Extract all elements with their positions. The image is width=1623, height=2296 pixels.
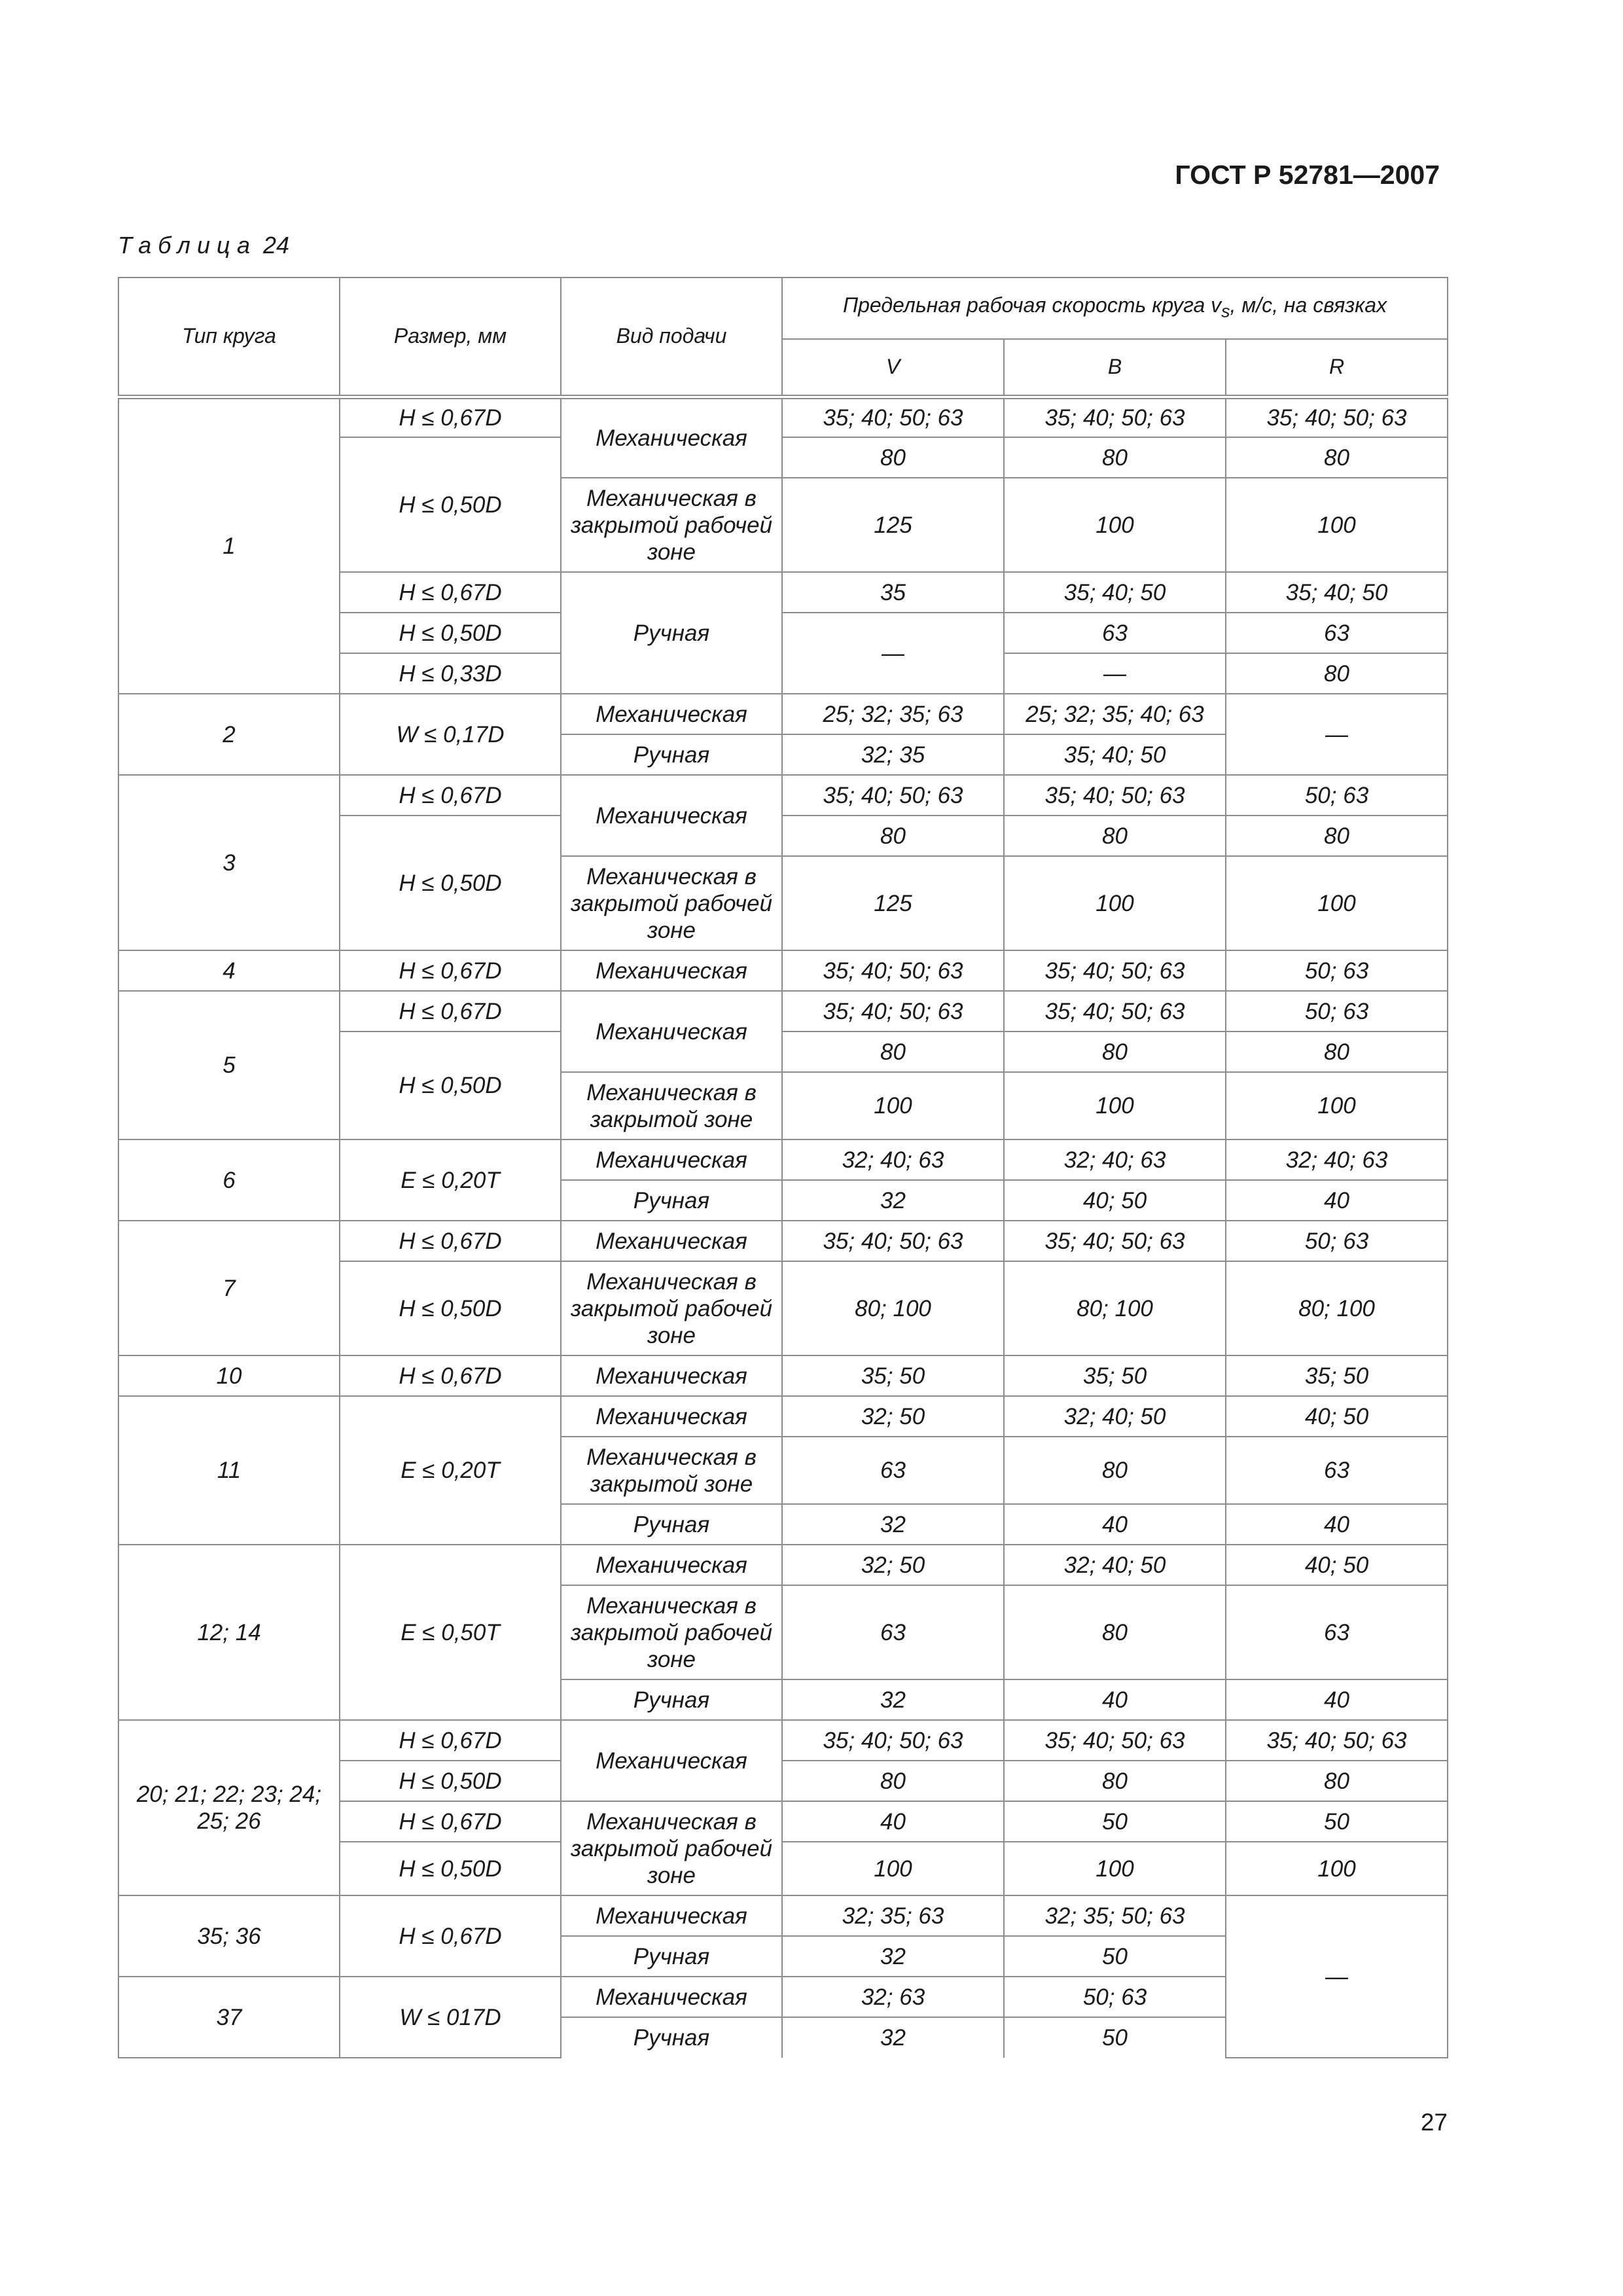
cell-speed-v: 35; 40; 50; 63 — [782, 991, 1004, 1031]
cell-speed-v: 80; 100 — [782, 1261, 1004, 1355]
cell-wheel-type: 4 — [118, 950, 340, 991]
cell-speed-r: 50; 63 — [1226, 950, 1448, 991]
cell-speed-r: 80 — [1226, 1031, 1448, 1072]
table-row — [118, 1221, 1448, 1261]
cell-speed-b: 35; 40; 50 — [1004, 734, 1226, 775]
cell-wheel-type: 20; 21; 22; 23; 24; 25; 26 — [118, 1720, 340, 1895]
cell-speed-b: 63 — [1004, 613, 1226, 653]
cell-speed-r: — — [1226, 1895, 1448, 2058]
table-row — [118, 1895, 1448, 1936]
cell-speed-r: 50 — [1226, 1801, 1448, 1842]
cell-size: E ≤ 0,20T — [340, 1139, 561, 1221]
cell-speed-b: 35; 40; 50; 63 — [1004, 991, 1226, 1031]
cell-wheel-type: 37 — [118, 1977, 340, 2058]
cell-speed-r: 32; 40; 63 — [1226, 1139, 1448, 1180]
cell-speed-v: 32 — [782, 1679, 1004, 1720]
header-size: Размер, мм — [340, 278, 561, 397]
header-bond-v: V — [782, 339, 1004, 397]
table-row — [118, 991, 1448, 1031]
cell-wheel-type: 6 — [118, 1139, 340, 1221]
cell-speed-b: 35; 40; 50; 63 — [1004, 1720, 1226, 1761]
cell-speed-r: 63 — [1226, 613, 1448, 653]
cell-speed-b: 35; 40; 50; 63 — [1004, 1221, 1226, 1261]
cell-size: H ≤ 0,50D — [340, 1031, 561, 1139]
table-caption-word: Таблица — [118, 232, 257, 259]
cell-speed-b: 80 — [1004, 437, 1226, 478]
cell-speed-v: 100 — [782, 1842, 1004, 1895]
cell-feed-type: Механическая — [561, 1720, 782, 1801]
cell-speed-v: 32 — [782, 2017, 1004, 2058]
cell-feed-type: Механическая — [561, 991, 782, 1072]
cell-feed-type: Механическая в закрытой рабочей зоне — [561, 478, 782, 572]
header-bond-b: B — [1004, 339, 1226, 397]
header-max-speed-suffix: , м/с, на связках — [1230, 293, 1387, 317]
cell-feed-type: Механическая в закрытой зоне — [561, 1072, 782, 1139]
cell-size: H ≤ 0,50D — [340, 613, 561, 653]
cell-speed-r: 100 — [1226, 856, 1448, 950]
table-row — [118, 397, 1448, 437]
cell-speed-r: 50; 63 — [1226, 1221, 1448, 1261]
cell-speed-v: 35; 40; 50; 63 — [782, 397, 1004, 437]
cell-feed-type: Механическая в закрытой рабочей зоне — [561, 1261, 782, 1355]
cell-speed-b: 50 — [1004, 1936, 1226, 1977]
header-feed-type: Вид подачи — [561, 278, 782, 397]
cell-speed-b: 40 — [1004, 1504, 1226, 1545]
cell-feed-type: Механическая — [561, 1545, 782, 1585]
table-row — [118, 1396, 1448, 1437]
speed-limit-table — [118, 277, 1448, 2058]
cell-speed-b: 35; 40; 50; 63 — [1004, 775, 1226, 816]
cell-size: H ≤ 0,50D — [340, 437, 561, 572]
cell-speed-b: 80; 100 — [1004, 1261, 1226, 1355]
cell-speed-v: 125 — [782, 478, 1004, 572]
cell-speed-r: 40 — [1226, 1679, 1448, 1720]
cell-feed-type: Механическая — [561, 1895, 782, 1936]
cell-speed-r: 50; 63 — [1226, 991, 1448, 1031]
cell-feed-type: Механическая — [561, 1139, 782, 1180]
cell-speed-r: 35; 40; 50; 63 — [1226, 1720, 1448, 1761]
cell-size: W ≤ 017D — [340, 1977, 561, 2058]
cell-speed-v: 125 — [782, 856, 1004, 950]
cell-feed-type: Механическая в закрытой рабочей зоне — [561, 1801, 782, 1895]
cell-speed-b: 50 — [1004, 1801, 1226, 1842]
cell-speed-b: 40; 50 — [1004, 1180, 1226, 1221]
cell-speed-r: 63 — [1226, 1437, 1448, 1504]
cell-speed-v: 32; 63 — [782, 1977, 1004, 2017]
cell-wheel-type: 7 — [118, 1221, 340, 1355]
cell-speed-v: 63 — [782, 1437, 1004, 1504]
header-wheel-type: Тип круга — [118, 278, 340, 397]
cell-wheel-type: 2 — [118, 694, 340, 775]
cell-speed-r: 63 — [1226, 1585, 1448, 1679]
cell-feed-type: Механическая в закрытой зоне — [561, 1437, 782, 1504]
cell-size: H ≤ 0,50D — [340, 816, 561, 950]
cell-wheel-type: 10 — [118, 1355, 340, 1396]
cell-speed-b: 80 — [1004, 1437, 1226, 1504]
cell-speed-b: 100 — [1004, 1072, 1226, 1139]
cell-feed-type: Ручная — [561, 1936, 782, 1977]
cell-size: H ≤ 0,67D — [340, 1801, 561, 1842]
cell-speed-v: 32; 50 — [782, 1545, 1004, 1585]
header-max-speed — [782, 278, 1448, 339]
cell-size: H ≤ 0,67D — [340, 572, 561, 613]
cell-speed-b: 35; 50 — [1004, 1355, 1226, 1396]
cell-feed-type: Ручная — [561, 1180, 782, 1221]
cell-speed-v: 32 — [782, 1936, 1004, 1977]
cell-speed-b: 80 — [1004, 816, 1226, 856]
cell-speed-v: 32 — [782, 1180, 1004, 1221]
cell-speed-b: 32; 35; 50; 63 — [1004, 1895, 1226, 1936]
cell-speed-r: 80 — [1226, 653, 1448, 694]
cell-speed-b: 35; 40; 50; 63 — [1004, 397, 1226, 437]
cell-speed-v: 32; 35 — [782, 734, 1004, 775]
cell-speed-v: 32; 40; 63 — [782, 1139, 1004, 1180]
header-max-speed-subscript: s — [1221, 301, 1230, 321]
cell-wheel-type: 5 — [118, 991, 340, 1139]
table-caption-number: 24 — [263, 232, 290, 259]
cell-speed-r: 100 — [1226, 1842, 1448, 1895]
cell-size: H ≤ 0,67D — [340, 950, 561, 991]
cell-speed-b: 80 — [1004, 1031, 1226, 1072]
cell-wheel-type: 35; 36 — [118, 1895, 340, 1977]
cell-speed-b: 50 — [1004, 2017, 1226, 2058]
cell-size: H ≤ 0,67D — [340, 1720, 561, 1761]
cell-speed-b: 40 — [1004, 1679, 1226, 1720]
cell-speed-b: 80 — [1004, 1761, 1226, 1801]
cell-feed-type: Ручная — [561, 572, 782, 694]
cell-speed-r: — — [1226, 694, 1448, 775]
document-number: ГОСТ Р 52781—2007 — [1175, 160, 1440, 190]
cell-speed-v: 63 — [782, 1585, 1004, 1679]
cell-speed-r: 100 — [1226, 478, 1448, 572]
cell-speed-r: 40; 50 — [1226, 1545, 1448, 1585]
table-row — [118, 1720, 1448, 1761]
cell-feed-type: Механическая — [561, 1221, 782, 1261]
cell-speed-v: 32; 50 — [782, 1396, 1004, 1437]
cell-speed-r: 80 — [1226, 816, 1448, 856]
cell-speed-b: 32; 40; 50 — [1004, 1545, 1226, 1585]
cell-feed-type: Механическая — [561, 950, 782, 991]
cell-speed-r: 35; 40; 50 — [1226, 572, 1448, 613]
cell-size: H ≤ 0,50D — [340, 1842, 561, 1895]
cell-feed-type: Механическая — [561, 775, 782, 856]
cell-speed-v: 35; 50 — [782, 1355, 1004, 1396]
cell-size: W ≤ 0,17D — [340, 694, 561, 775]
cell-speed-v: 35 — [782, 572, 1004, 613]
cell-speed-v: 35; 40; 50; 63 — [782, 775, 1004, 816]
cell-feed-type: Механическая в закрытой рабочей зоне — [561, 856, 782, 950]
table-row — [118, 1355, 1448, 1396]
cell-wheel-type: 1 — [118, 397, 340, 694]
cell-feed-type: Механическая — [561, 397, 782, 478]
cell-speed-b: 100 — [1004, 856, 1226, 950]
cell-speed-v: 80 — [782, 1031, 1004, 1072]
header-bond-r: R — [1226, 339, 1448, 397]
cell-speed-v: 80 — [782, 1761, 1004, 1801]
cell-feed-type: Механическая — [561, 1355, 782, 1396]
cell-speed-v: 100 — [782, 1072, 1004, 1139]
cell-size: H ≤ 0,67D — [340, 991, 561, 1031]
cell-size: H ≤ 0,67D — [340, 397, 561, 437]
cell-speed-v: — — [782, 613, 1004, 694]
cell-size: H ≤ 0,67D — [340, 1221, 561, 1261]
table-row — [118, 775, 1448, 816]
cell-speed-r: 100 — [1226, 1072, 1448, 1139]
cell-speed-v: 35; 40; 50; 63 — [782, 1720, 1004, 1761]
cell-size: H ≤ 0,50D — [340, 1261, 561, 1355]
cell-size: H ≤ 0,67D — [340, 775, 561, 816]
cell-speed-b: 80 — [1004, 1585, 1226, 1679]
cell-speed-r: 80 — [1226, 1761, 1448, 1801]
table-row — [118, 1545, 1448, 1585]
table-row — [118, 950, 1448, 991]
cell-speed-v: 35; 40; 50; 63 — [782, 1221, 1004, 1261]
cell-speed-b: 32; 40; 63 — [1004, 1139, 1226, 1180]
cell-size: H ≤ 0,67D — [340, 1355, 561, 1396]
cell-size: H ≤ 0,67D — [340, 1895, 561, 1977]
cell-size: E ≤ 0,20T — [340, 1396, 561, 1545]
cell-wheel-type: 3 — [118, 775, 340, 950]
cell-speed-b: 25; 32; 35; 40; 63 — [1004, 694, 1226, 734]
page-number: 27 — [1420, 2109, 1448, 2136]
cell-speed-r: 80 — [1226, 437, 1448, 478]
cell-speed-b: 35; 40; 50; 63 — [1004, 950, 1226, 991]
cell-speed-r: 40 — [1226, 1180, 1448, 1221]
cell-feed-type: Ручная — [561, 1504, 782, 1545]
cell-speed-b: 100 — [1004, 1842, 1226, 1895]
cell-wheel-type: 12; 14 — [118, 1545, 340, 1720]
cell-speed-r: 40; 50 — [1226, 1396, 1448, 1437]
cell-feed-type: Ручная — [561, 1679, 782, 1720]
cell-speed-v: 25; 32; 35; 63 — [782, 694, 1004, 734]
cell-speed-v: 35; 40; 50; 63 — [782, 950, 1004, 991]
cell-speed-r: 35; 50 — [1226, 1355, 1448, 1396]
table-row — [118, 1139, 1448, 1180]
cell-wheel-type: 11 — [118, 1396, 340, 1545]
cell-feed-type: Ручная — [561, 2017, 782, 2058]
table-caption — [118, 232, 289, 259]
cell-speed-r: 35; 40; 50; 63 — [1226, 397, 1448, 437]
cell-feed-type: Механическая — [561, 694, 782, 734]
cell-speed-r: 40 — [1226, 1504, 1448, 1545]
cell-speed-b: 35; 40; 50 — [1004, 572, 1226, 613]
cell-speed-v: 32 — [782, 1504, 1004, 1545]
cell-speed-v: 80 — [782, 437, 1004, 478]
cell-speed-r: 50; 63 — [1226, 775, 1448, 816]
cell-size: H ≤ 0,50D — [340, 1761, 561, 1801]
cell-speed-b: 32; 40; 50 — [1004, 1396, 1226, 1437]
cell-speed-v: 40 — [782, 1801, 1004, 1842]
cell-speed-v: 80 — [782, 816, 1004, 856]
cell-speed-b: 50; 63 — [1004, 1977, 1226, 2017]
table-row — [118, 694, 1448, 734]
cell-speed-r: 80; 100 — [1226, 1261, 1448, 1355]
cell-speed-b: — — [1004, 653, 1226, 694]
cell-feed-type: Механическая — [561, 1396, 782, 1437]
cell-size: E ≤ 0,50T — [340, 1545, 561, 1720]
cell-feed-type: Механическая — [561, 1977, 782, 2017]
cell-size: H ≤ 0,33D — [340, 653, 561, 694]
cell-feed-type: Механическая в закрытой рабочей зоне — [561, 1585, 782, 1679]
cell-speed-v: 32; 35; 63 — [782, 1895, 1004, 1936]
header-max-speed-prefix: Предельная рабочая скорость круга v — [842, 293, 1222, 317]
cell-speed-b: 100 — [1004, 478, 1226, 572]
cell-feed-type: Ручная — [561, 734, 782, 775]
